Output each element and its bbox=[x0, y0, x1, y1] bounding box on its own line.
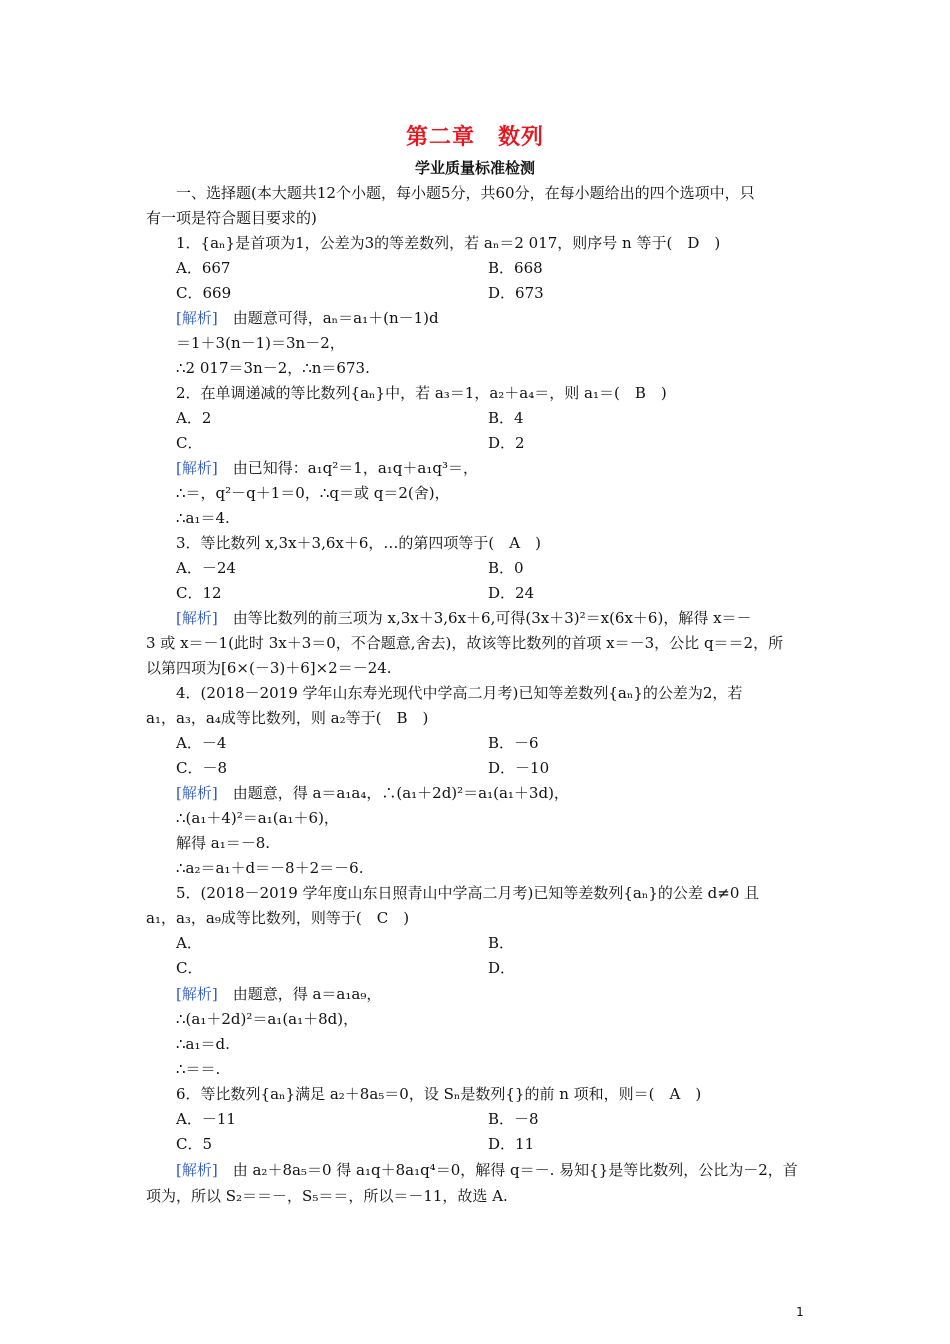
option-c: C． bbox=[176, 959, 203, 977]
question-stem: 3．等比数列 x,3x＋3,6x＋6，…的第四项等于( A ) bbox=[176, 534, 541, 552]
analysis-line: [解析] 由已知得：a₁q²＝1，a₁q＋a₁q³＝， bbox=[176, 459, 478, 477]
question-stem: 6．等比数列{aₙ}满足 a₂＋8a₅＝0，设 Sₙ是数列{}的前 n 项和，则＝( A ) bbox=[176, 1085, 702, 1103]
option-b: B．－8 bbox=[488, 1110, 539, 1128]
analysis-label: [解析] bbox=[176, 609, 218, 627]
analysis-line: 3 或 x＝－1(此时 3x＋3＝0，不合题意,舍去)，故该等比数列的首项 x＝－3，公比 q＝＝2，所 bbox=[146, 634, 784, 652]
option-b: B．668 bbox=[488, 259, 543, 277]
option-c: C．－8 bbox=[176, 759, 228, 777]
intro-line: 一、选择题(本大题共12个小题，每小题5分，共60分，在每小题给出的四个选项中，只 bbox=[176, 184, 755, 202]
question-stem: a₁，a₃，a₄成等比数列，则 a₂等于( B ) bbox=[146, 709, 429, 727]
analysis-line: [解析] 由题意可得，aₙ＝a₁＋(n－1)d bbox=[176, 309, 439, 327]
analysis-line: ∴a₁＝d. bbox=[176, 1035, 230, 1053]
option-c: C． bbox=[176, 434, 203, 452]
question-stem: 2．在单调递减的等比数列{aₙ}中，若 a₃＝1，a₂＋a₄＝，则 a₁＝( B ) bbox=[176, 384, 667, 402]
option-c: C．12 bbox=[176, 584, 222, 602]
intro-line: 有一项是符合题目要求的) bbox=[146, 209, 317, 227]
analysis-line: ＝1＋3(n－1)＝3n－2， bbox=[176, 334, 345, 352]
option-b: B．0 bbox=[488, 559, 524, 577]
option-b: B．4 bbox=[488, 409, 524, 427]
analysis-line: ∴a₁＝4. bbox=[176, 509, 230, 527]
option-a: A．－4 bbox=[176, 734, 227, 752]
analysis-line: ∴2 017＝3n－2，∴n＝673. bbox=[176, 359, 370, 377]
question-stem: 5．(2018－2019 学年度山东日照青山中学高二月考)已知等差数列{aₙ}的公差 d≠0 且 bbox=[176, 884, 760, 902]
option-d: D．24 bbox=[488, 584, 535, 602]
page-number: 1 bbox=[796, 1305, 804, 1319]
option-b: B． bbox=[488, 934, 515, 952]
option-a: A． bbox=[176, 934, 202, 952]
analysis-line: ∴(a₁＋4)²＝a₁(a₁＋6)， bbox=[176, 809, 339, 827]
chapter-title: 第二章 数列 bbox=[405, 124, 544, 150]
option-d: D．11 bbox=[488, 1135, 535, 1153]
analysis-label: [解析] bbox=[176, 784, 218, 802]
question-stem: a₁，a₃，a₉成等比数列，则等于( C ) bbox=[146, 909, 410, 927]
option-a: A．667 bbox=[176, 259, 231, 277]
analysis-line: [解析] 由 a₂＋8a₅＝0 得 a₁q＋8a₁q⁴＝0，解得 q＝－. 易知{}是等比数列，公比为－2，首 bbox=[176, 1161, 798, 1179]
analysis-line: ∴＝，q²－q＋1＝0，∴q＝或 q＝2(舍)， bbox=[176, 484, 450, 502]
option-a: A．－24 bbox=[176, 559, 236, 577]
analysis-line: 项为，所以 S₂＝＝－，S₅＝＝，所以＝－11，故选 A. bbox=[146, 1187, 508, 1205]
analysis-line: 解得 a₁＝－8. bbox=[176, 834, 271, 852]
analysis-line: 以第四项为[6×(－3)＋6]×2＝－24. bbox=[146, 659, 392, 677]
section-subtitle: 学业质量标准检测 bbox=[414, 159, 535, 177]
analysis-label: [解析] bbox=[176, 1161, 218, 1179]
analysis-line: ∴(a₁＋2d)²＝a₁(a₁＋8d)， bbox=[176, 1010, 359, 1028]
option-d: D．2 bbox=[488, 434, 525, 452]
question-stem: 4．(2018－2019 学年山东寿光现代中学高二月考)已知等差数列{aₙ}的公差为2，若 bbox=[176, 684, 743, 702]
analysis-line: [解析] 由题意，得 a＝a₁a₉， bbox=[176, 985, 382, 1003]
question-stem: 1．{aₙ}是首项为1，公差为3的等差数列，若 aₙ＝2 017，则序号 n 等于( D ) bbox=[176, 234, 721, 252]
option-a: A．2 bbox=[176, 409, 212, 427]
option-c: C．5 bbox=[176, 1135, 213, 1153]
option-d: D．－10 bbox=[488, 759, 550, 777]
option-b: B．－6 bbox=[488, 734, 539, 752]
option-a: A．－11 bbox=[176, 1110, 236, 1128]
analysis-label: [解析] bbox=[176, 459, 218, 477]
option-d: D．673 bbox=[488, 284, 544, 302]
analysis-label: [解析] bbox=[176, 309, 218, 327]
option-d: D． bbox=[488, 959, 516, 977]
analysis-line: ∴＝＝. bbox=[176, 1060, 221, 1078]
analysis-line: [解析] 由等比数列的前三项为 x,3x＋3,6x＋6,可得(3x＋3)²＝x(6x＋6)，解得 x＝－ bbox=[176, 609, 752, 627]
option-c: C．669 bbox=[176, 284, 232, 302]
analysis-line: ∴a₂＝a₁＋d＝－8＋2＝－6. bbox=[176, 859, 364, 877]
analysis-label: [解析] bbox=[176, 985, 218, 1003]
analysis-line: [解析] 由题意，得 a＝a₁a₄，∴(a₁＋2d)²＝a₁(a₁＋3d)， bbox=[176, 784, 569, 802]
